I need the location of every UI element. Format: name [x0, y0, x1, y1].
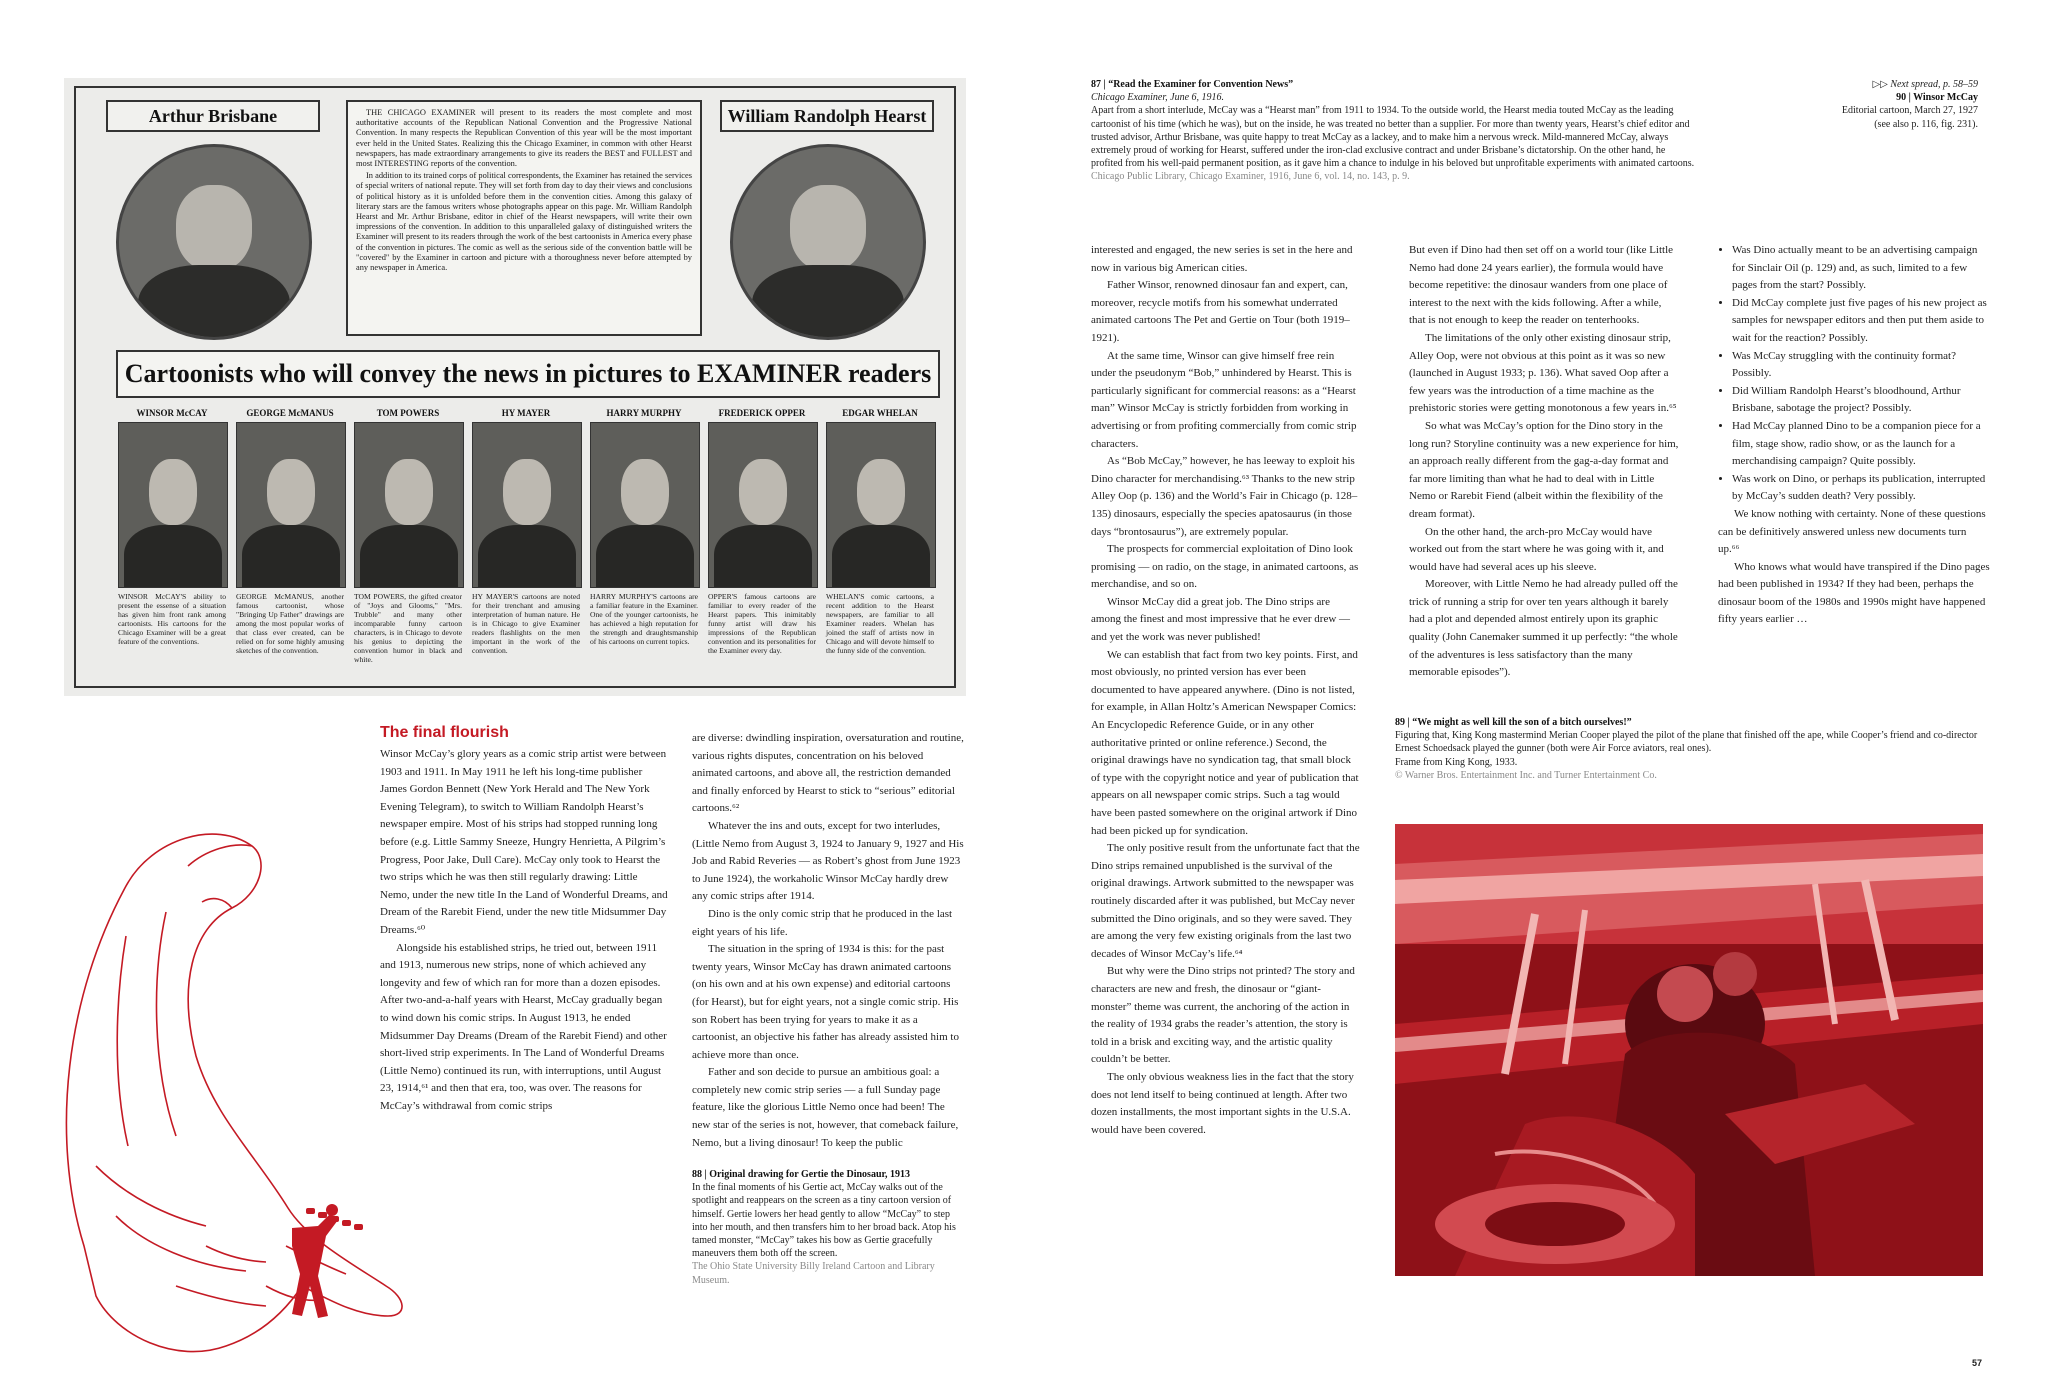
cartoonist-card: [472, 408, 580, 655]
cartoonist-photo: [118, 422, 228, 588]
caption-line: Editorial cartoon, March 27, 1927: [1841, 105, 1978, 117]
cartoonist-description: WINSOR McCAY'S ability to present the essense of a situation has given him front rank among cartoonists. His cartoons for the Chicago Examiner will be a great feature of the conventions.: [118, 592, 226, 646]
body-paragraph: The only positive result from the unfortunate fact that the Dino strips remained unpublished is the survival of the original drawings. Artwork submitted to the newspaper was routinely discarded after it was published, but McCay never submitted the Dino originals, and so they were saved. They are among the very few existing originals from the last two decades of Winsor McCay’s life.⁶⁴: [1091, 842, 1360, 960]
cartoonist-card: [118, 408, 226, 646]
body-paragraph: But why were the Dino strips not printed? The story and characters are new and fresh, the dinosaur or “giant-monster” theme was current, the anchoring of the action in the reality of 1934 grabs the reader’s attention, the story is told in a brisk and exciting way, and the artistic quality couldn’t be better.: [1091, 965, 1355, 1066]
list-item: • Was work on Dino, or perhaps its publication, interrupted by McCay’s sudden death? Very possibly.: [1732, 471, 1990, 506]
portrait-brisbane: [116, 144, 312, 340]
cartoonist-photo: [354, 422, 464, 588]
list-item: • Did William Randolph Hearst’s bloodhound, Arthur Brisbane, sabotage the project? Possibly.: [1732, 383, 1990, 418]
body-paragraph: Moreover, with Little Nemo he had already pulled off the trick of running a strip for over ten years although it barely had a plot and depended almost entirely upon its graphic quality (John Canemaker summed it up perfectly: “the whole of the adventures is less satisfactory than the many memorable episodes”).: [1409, 578, 1678, 679]
announcement-box: [346, 100, 702, 336]
body-paragraph: Alongside his established strips, he tried out, between 1911 and 1913, numerous new strips, none of which achieved any longevity and few of which ran for more than a dozen episodes. After two-and-a-half years with Hearst, McCay gradually began to wind down his comic strips. In August 1913, he ended Midsummer Day Dreams (Dream of the Rarebit Fiend) and other short-lived strip experiments. In The Land of Wonderful Dreams (Little Nemo) continued its run, with interruptions, until August 23, 1914,⁶¹ and then that era, too, was over. The reasons for McCay’s withdrawal from comic strips: [380, 941, 667, 1112]
caption-88: [692, 1168, 964, 1287]
cartoonist-name: FREDERICK OPPER: [718, 408, 806, 418]
biplane-illustration: [1395, 824, 1983, 1276]
cartoonist-photo: [236, 422, 346, 588]
cartoonist-description: HARRY MURPHY'S cartoons are a familiar feature in the Examiner. One of the younger cartoonists, he has achieved a high reputation for the strength and draughtsmanship of his cartoons on current topics.: [590, 592, 698, 646]
body-paragraph: interested and engaged, the new series is set in the here and now in various big American cities.: [1091, 244, 1353, 274]
portrait-hearst: [730, 144, 926, 340]
caption-source: © Warner Bros. Entertainment Inc. and Turner Entertainment Co.: [1395, 769, 1657, 781]
caption-source: The Ohio State University Billy Ireland Cartoon and Library Museum.: [692, 1261, 935, 1286]
body-column-4: [1409, 242, 1679, 682]
caption-90: [1768, 78, 1978, 131]
newspaper-clipping: [64, 78, 966, 696]
body-paragraph: As “Bob McCay,” however, he has leeway to exploit his Dino character for merchandising.⁶³ Thanks to the new strip Alley Oop (p. 136) and the World’s Fair in Chicago (p. 128–135) dinosaurs, especially the species apatosaurus (in those days “brontosaurus”), are extremely popular.: [1091, 455, 1358, 538]
body-paragraph: Dino is the only comic strip that he produced in the last eight years of his life.: [692, 907, 953, 938]
clipping-frame: [74, 86, 956, 688]
caption-title: 87 | “Read the Examiner for Convention News”: [1091, 79, 1294, 90]
cartoonist-name: EDGAR WHELAN: [842, 408, 918, 418]
name-box-hearst: William Randolph Hearst: [720, 100, 934, 132]
cartoonists-banner: Cartoonists who will convey the news in pictures to EXAMINER readers: [116, 350, 940, 398]
cartoonist-name: GEORGE McMANUS: [246, 408, 334, 418]
list-item: • Did McCay complete just five pages of his new project as samples for newspaper editors and then put them aside to wait for the reaction? Possibly.: [1732, 295, 1990, 348]
cartoonist-description: GEORGE McMANUS, another famous cartoonist, whose "Bringing Up Father" drawings are among the most popular works of that class ever created, can be relied on for some highly amusing sketches of the convention.: [236, 592, 344, 655]
body-paragraph: So what was McCay’s option for the Dino story in the long run? Storyline continuity was a new experience for him, an approach really different from the gag-a-day format and far more limiting than what he had to deal with in Little Nemo or Rarebit Fiend (albeit within the flexibility of the dream format).: [1409, 419, 1679, 520]
body-paragraph: We know nothing with certainty. None of these questions can be definitively answered unless new documents turn up.⁶⁶: [1718, 507, 1986, 556]
section-heading: The final flourish: [380, 724, 509, 741]
cartoonist-name: HY MAYER: [501, 408, 551, 418]
body-paragraph: Who knows what would have transpired if the Dino pages had been published in 1934? If they had been, perhaps the dinosaur boom of the 1980s and 1990s might have happened fifty years earlier …: [1718, 560, 1990, 626]
list-item: • Was Dino actually meant to be an advertising campaign for Sinclair Oil (p. 129) and, as such, limited to a few pages from the start? Possibly.: [1732, 242, 1990, 295]
body-column-3: [1091, 242, 1361, 1139]
body-paragraph: The limitations of the only other existing dinosaur strip, Alley Oop, were not obvious at this point as it was so new (launched in August 1933; p. 136). What saved Oop after a few years was the introduction of a time machine as the prehistoric stories were getting monotonous a few years in.⁶⁵: [1409, 331, 1677, 415]
body-column-2: [692, 730, 964, 1152]
body-paragraph: We can establish that fact from two key points. First, and most obviously, no printed version has ever been documented to have appeared anywhere. (Dino is not listed, for example, in Allan Holtz’s American Newspaper Comics: An Encyclopedic Reference Guide, or in any other authoritative printed or online reference.) Second, the original drawings have no syndication tag, that small block of type with the copyright notice and year of publication that appears on all newspaper comic strips. Such a tag would have been pasted somewhere on the original artwork if Dino had been picked up for syndication.: [1091, 648, 1359, 837]
cartoonist-photo: [826, 422, 936, 588]
caption-title: 88 | Original drawing for Gertie the Dinosaur, 1913: [692, 1169, 911, 1180]
body-column-1: [380, 746, 668, 1115]
cartoonist-card: [236, 408, 344, 655]
caption-frame: Frame from King Kong, 1933.: [1395, 756, 1518, 768]
cartoonist-card: [708, 408, 816, 655]
cartoonist-description: OPPER'S famous cartoons are familiar to every reader of the Hearst papers. This inimitably funny artist will draw his impressions of the Republican convention and its personalities for the Examiner every day.: [708, 592, 816, 655]
body-paragraph: The prospects for commercial exploitation of Dino look promising — on radio, on the stage, in animated cartoons, as merchandise, and so on.: [1091, 543, 1359, 591]
cartoonist-name: WINSOR McCAY: [136, 408, 208, 418]
cartoonist-photo: [472, 422, 582, 588]
body-paragraph: On the other hand, the arch-pro McCay would have worked out from the start where he was going with it, and would have had several aces up his sleeve.: [1409, 525, 1664, 573]
caption-line: (see also p. 116, fig. 231).: [1874, 118, 1978, 130]
caption-text: Apart from a short interlude, McCay was a “Hearst man” from 1911 to 1934. To the outside world, the Hearst media touted McCay as the leading cartoonist of his time (which he was), but on the inside, he was treated no better than a supplier. For more than twenty years, Hearst’s chief editor and trusted advisor, Arthur Brisbane, was quite happy to treat McCay as a lackey, and to make him a nervous wreck. Mild-mannered McCay, always extremely proud of working for Hearst, suffered under the iron-clad exclusive contract and under Brisbane’s dictatorship. On the other hand, he profited from his well-paid permanent position, as it gave him a chance to indulge in his beloved but unprofitable experiments with animated cartoons.: [1091, 105, 1695, 170]
cartoonist-photo: [590, 422, 700, 588]
announcement-paragraph: THE CHICAGO EXAMINER will present to its readers the most complete and most authoritative accounts of the Republican National Convention and the Progressive National Convention. In many respects the Republican Convention of this year will be the most important ever held in the United States. Realizing this the Chicago Examiner, in common with other Hearst newspapers, has made extraordinary arrangements to give its readers the BEST and FULLEST and most INTERESTING reports of the convention.: [356, 108, 692, 169]
cartoonist-description: HY MAYER'S cartoons are noted for their trenchant and amusing interpretation of human nature. He is in Chicago to give Examiner readers flashlights on the men important in the work of the convention.: [472, 592, 580, 655]
name-box-brisbane: Arthur Brisbane: [106, 100, 320, 132]
body-paragraph: At the same time, Winsor can give himself free rein under the pseudonym “Bob,” unhindered by Hearst. This is particularly significant for commercial reasons: as a “Hearst man” Winsor McCay is strictly forbidden from working in advertising or from profiting commercially from comic strip characters.: [1091, 349, 1357, 450]
cartoonist-card: [590, 408, 698, 646]
cartoonist-card: [826, 408, 934, 655]
cartoonist-description: TOM POWERS, the gifted creator of "Joys and Glooms," "Mrs. Trubble" and many other incomparable funny cartoon characters, is in Chicago to devote his genius to depicting the convention humor in black and white.: [354, 592, 462, 664]
body-paragraph: are diverse: dwindling inspiration, oversaturation and routine, various rights disputes, concentration on his beloved animated cartoons, and above all, the restriction demanded and finally enforced by Hearst to stick to “serious” editorial cartoons.⁶²: [692, 732, 964, 815]
caption-89: [1395, 716, 1983, 782]
biplane-photo: [1395, 824, 1983, 1276]
body-paragraph: Father Winsor, renowned dinosaur fan and expert, can, moreover, recycle motifs from his somewhat underrated animated cartoons The Pet and Gertie on Tour (both 1919–1921).: [1091, 279, 1350, 344]
body-paragraph: The situation in the spring of 1934 is this: for the past twenty years, Winsor McCay has drawn animated cartoons (on his own and at his own expense) and editorial cartoons (for Hearst), but for eight years, not a single comic strip. His son Robert has been trying for years to make it as a cartoonist, an objective his father has already assisted him to achieve more than once.: [692, 943, 959, 1061]
cartoonist-description: WHELAN'S comic cartoons, a recent addition to the Hearst newspapers, are familiar to all Examiner readers. Whelan has joined the staff of artists now in Chicago and will devote himself to the funny side of the convention.: [826, 592, 934, 655]
body-paragraph: The only obvious weakness lies in the fact that the story does not lend itself to being continued at length. After two dozen installments, the most important sights in the U.S.A. would have been covered.: [1091, 1070, 1354, 1136]
body-paragraph: Winsor McCay did a great job. The Dino strips are among the finest and most impressive that he ever drew — and yet the work was never published!: [1091, 595, 1351, 644]
list-item: • Was McCay struggling with the continuity format? Possibly.: [1732, 348, 1990, 383]
cartoonist-name: TOM POWERS: [376, 408, 440, 418]
list-item: • Had McCay planned Dino to be a companion piece for a film, stage show, radio show, or as the launch for a merchandising campaign? Quite possibly.: [1732, 418, 1990, 471]
caption-title: 89 | “We might as well kill the son of a bitch ourselves!”: [1395, 717, 1632, 728]
caption-87: [1091, 78, 1699, 184]
gertie-dinosaur-drawing: [56, 816, 428, 1372]
body-paragraph: Father and son decide to pursue an ambitious goal: a completely new comic strip series — a full Sunday page feature, like the glorious Little Nemo once had been! The new star of the series is not, however, that comeback failure, Nemo, but a living dinosaur! To keep the public: [692, 1066, 959, 1149]
question-list: [1718, 242, 1990, 506]
caption-subtitle: Chicago Examiner, June 6, 1916.: [1091, 92, 1225, 104]
body-paragraph: But even if Dino had then set off on a world tour (like Little Nemo had done 24 years earlier), the formula would have become repetitive: the dinosaur wanders from one place of interest to the next with the kids following. After a while, that is not enough to keep the reader on tenterhooks.: [1409, 244, 1674, 327]
announcement-paragraph: In addition to its trained corps of political correspondents, the Examiner has retained the services of special writers of national repute. They will set forth from day to day their views and conclusions of political history as it is unfolded before them in the convention cities. Among this galaxy of literary stars are the famous writers whose photographs appear on this page. Mr. William Randolph Hearst and Mr. Arthur Brisbane, editor in chief of the Hearst newspapers, will write their own impressions of the convention. In addition to this unparalleled galaxy of distinguished writers the Examiner will present to its readers through the work of the best cartoonists in America every phase of the convention in pictures. The comic as well as the serious side of the convention battle will be "covered" by the Examiner in cartoon and picture with a thoroughness never before attempted by any newspaper in America.: [356, 171, 692, 273]
caption-source: Chicago Public Library, Chicago Examiner, 1916, June 6, vol. 14, no. 143, p. 9.: [1091, 171, 1410, 183]
cartoonist-name: HARRY MURPHY: [606, 408, 682, 418]
caption-text: In the final moments of his Gertie act, McCay walks out of the spotlight and reappears on the screen as a tiny cartoon version of himself. Gertie lowers her head gently to allow “McCay” to step into her mouth, and then transfers him to her broad back. Atop his tamed monster, “McCay” takes his bow as Gertie gracefully maneuvers them both off the screen.: [692, 1182, 956, 1260]
next-spread-note: ▷▷ Next spread, p. 58–59: [1872, 79, 1978, 90]
caption-title: 90 | Winsor McCay: [1896, 92, 1978, 104]
body-column-5: [1718, 242, 1990, 629]
body-paragraph: Winsor McCay’s glory years as a comic strip artist were between 1903 and 1911. In May 1911 he left his long-time publisher James Gordon Bennett (New York Herald and The New York Evening Telegram), to switch to William Randolph Hearst’s newspaper empire. Most of his strips had stopped running long before (e.g. Little Sammy Sneeze, Hungry Henrietta, A Pilgrim’s Progress, Poor Jake, Dull Care). McCay only took to Hearst the two strips which he was then still regularly drawing: Little Nemo, under the new title In the Land of Wonderful Dreams, and Dream of the Rarebit Fiend, under the new title Midsummer Day Dreams.⁶⁰: [380, 748, 668, 936]
cartoonist-card: [354, 408, 462, 664]
cartoonist-photo: [708, 422, 818, 588]
caption-text: Figuring that, King Kong mastermind Merian Cooper played the pilot of the plane that finished off the ape, while Cooper’s friend and co-director Ernest Schoedsack played the gunner (both were Air Force aviators, real ones).: [1395, 730, 1978, 755]
body-paragraph: Whatever the ins and outs, except for two interludes, (Little Nemo from August 3, 1924 to January 9, 1927 and His Job and Rabid Reveries — as Robert’s ghost from June 1923 to June 1924), the workaholic Winsor McCay hardly drew any comic strips after 1914.: [692, 819, 964, 903]
page-number: 57: [1972, 1358, 1983, 1368]
